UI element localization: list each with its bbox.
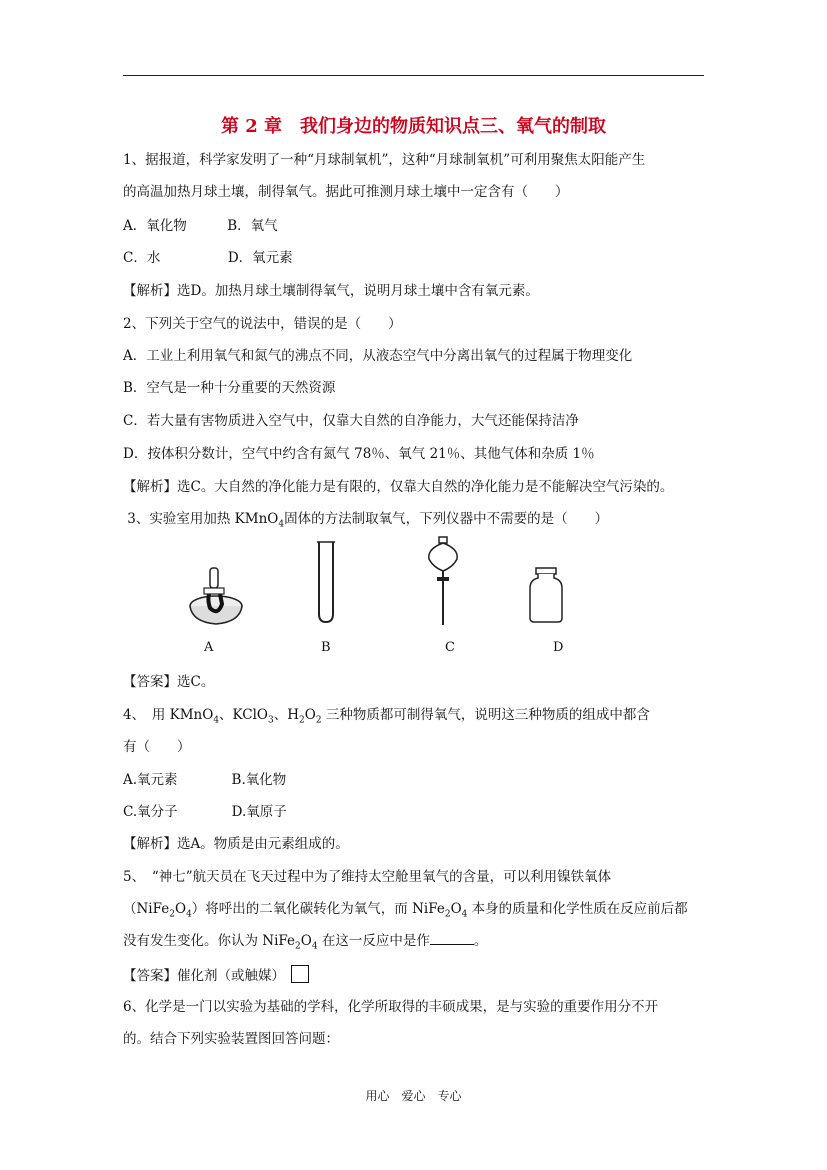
q3-answer: 【答案】选C。	[123, 674, 215, 690]
page-footer: 用心 爱心 专心	[365, 1089, 462, 1103]
figure-label-a: A	[204, 640, 214, 655]
q4-options-ab: A.氧元素 B.氧化物	[123, 772, 287, 788]
figure-label-b: B	[321, 640, 331, 655]
q1-options-cd: C．水 D．氧元素	[123, 250, 293, 266]
answer-blank	[430, 932, 474, 945]
q4-stem: 4、 用 KMnO$_4$、KClO$_3$、$H_2O_2$ 三种物质都可制得氧气，说明这三种物质的组成中都含	[123, 707, 650, 726]
figure-label-c: C	[445, 640, 455, 655]
alcohol-lamp-icon	[188, 566, 250, 628]
page-title: 第 2 章 我们身边的物质知识点三、氧气的制取	[220, 116, 607, 137]
empty-box-icon	[291, 965, 309, 983]
q6-line-2: 的。结合下列实验装置图回答问题：	[123, 1031, 339, 1047]
q5-line-3: 没有发生变化。你认为 $NiFe_2O_4$ 在这一反应中是作 。	[123, 933, 488, 952]
q5-answer: 【答案】催化剂（或触媒）	[123, 965, 309, 985]
q1-analysis: 【解析】选D。加热月球土壤制得氧气，说明月球土壤中含有氧元素。	[123, 283, 539, 299]
q3-stem: 3、实验室用加热 KMnO$_4$固体的方法制取氧气，下列仪器中不需要的是（ ）	[123, 511, 609, 530]
q2-stem: 2、下列关于空气的说法中，错误的是（ ）	[123, 316, 402, 332]
q2-option-d: D．按体积分数计，空气中约含有氮气 78％、氧气 21％、其他气体和杂质 1％	[123, 446, 595, 462]
q1-line-1: 1、据报道，科学家发明了一种“月球制氧机”，这种“月球制氧机”可利用聚焦太阳能产生	[123, 152, 646, 168]
q1-options-ab: A．氧化物 B．氧气	[123, 218, 278, 234]
q2-option-b: B．空气是一种十分重要的天然资源	[123, 380, 336, 396]
q4-analysis: 【解析】选A。物质是由元素组成的。	[123, 836, 349, 852]
q2-analysis: 【解析】选C。大自然的净化能力是有限的，仅靠大自然的净化能力是不能解决空气污染的。	[123, 479, 674, 495]
header-rule	[123, 75, 704, 76]
q2-option-c: C．若大量有害物质进入空气中，仅靠大自然的自净能力，大气还能保持洁净	[123, 413, 579, 429]
q4-stem-cont: 有（ ）	[123, 739, 191, 755]
test-tube-icon	[315, 540, 337, 624]
figure-label-d: D	[553, 640, 564, 655]
q6-line-1: 6、化学是一门以实验为基础的学科，化学所取得的丰硕成果，是与实验的重要作用分不开	[123, 999, 659, 1015]
q5-line-2: $(NiFe_2O_4)$将呼出的二氧化碳转化为氧气，而 $NiFe_2O_4$ 本身的质量和化学性质在反应前后都	[123, 901, 688, 920]
q1-line-2: 的高温加热月球土壤，制得氧气。据此可推测月球土壤中一定含有（ ）	[123, 184, 569, 200]
q5-line-1: 5、 “神七”航天员在飞天过程中为了维持太空舱里氧气的含量，可以利用镍铁氧体	[123, 869, 612, 885]
gas-jar-icon	[528, 566, 564, 624]
separatory-funnel-icon	[425, 535, 461, 627]
q2-option-a: A．工业上利用氧气和氮气的沸点不同，从液态空气中分离出氧气的过程属于物理变化	[123, 348, 633, 364]
q4-options-cd: C.氧分子 D.氧原子	[123, 804, 287, 820]
